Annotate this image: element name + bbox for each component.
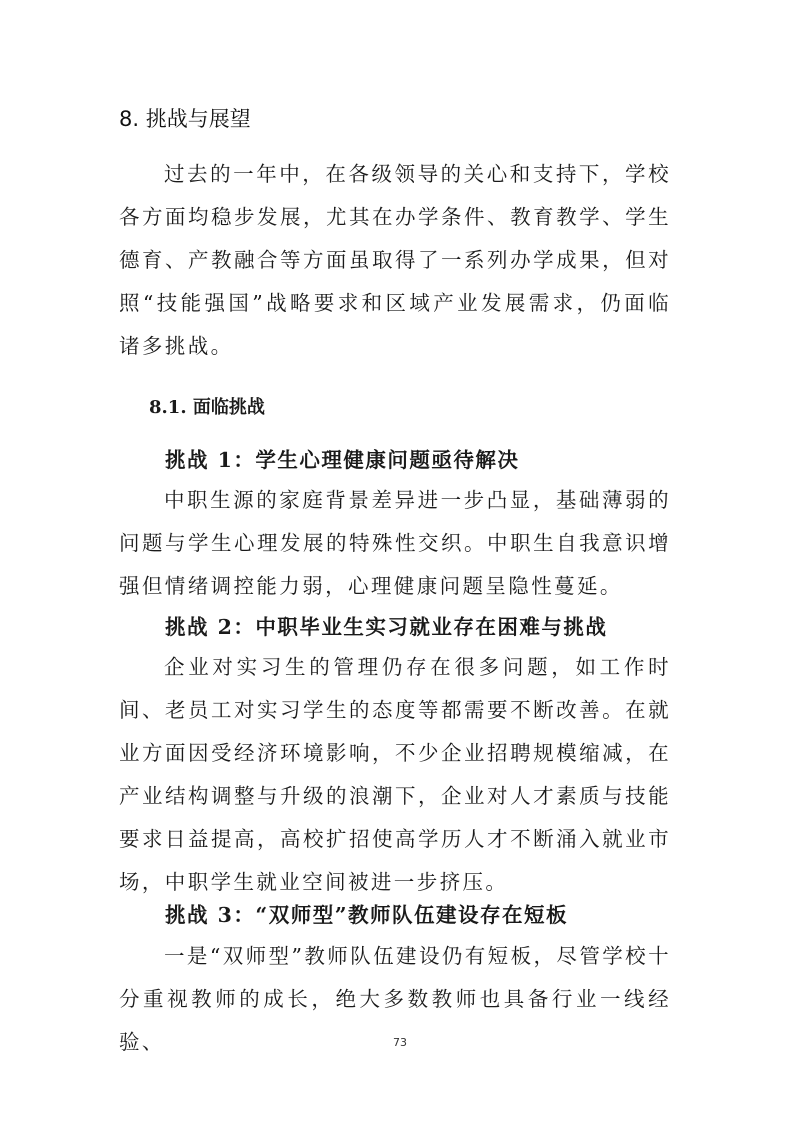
- challenge-2-body: 企业对实习生的管理仍存在很多问题，如工作时间、老员工对实习学生的态度等都需要不断改善。在就业方面因受经济环境影响，不少企业招聘规模缩减，在产业结构调整与升级的浪潮下，企业对人才素质与技能要求日益提高，高校扩招使高学历人才不断涌入就业市场，中职学生就业空间被进一步挤压。: [119, 655, 671, 894]
- intro-paragraph: 过去的一年中，在各级领导的关心和支持下，学校各方面均稳步发展，尤其在办学条件、教育教学、学生德育、产教融合等方面虽取得了一系列办学成果，但对照“技能强国”战略要求和区域产业发展需求，仍面临诸多挑战。: [119, 162, 671, 358]
- subsection-title: 8.1. 面临挑战: [149, 397, 265, 418]
- page-number: 73: [393, 1036, 407, 1049]
- challenge-3-heading: 挑战 3：“双师型”教师队伍建设存在短板: [165, 903, 568, 927]
- challenge-1-body: 中职生源的家庭背景差异进一步凸显，基础薄弱的问题与学生心理发展的特殊性交织。中职生自我意识增强但情绪调控能力弱，心理健康问题呈隐性蔓延。: [119, 488, 671, 598]
- challenge-3-body: 一是“双师型”教师队伍建设仍有短板，尽管学校十分重视教师的成长，绝大多数教师也具备行业一线经验、: [119, 944, 671, 1054]
- challenge-1-heading: 挑战 1：学生心理健康问题亟待解决: [165, 448, 520, 472]
- challenge-2-heading: 挑战 2：中职毕业生实习就业存在困难与挑战: [165, 615, 608, 639]
- section-title: 8. 挑战与展望: [119, 107, 251, 131]
